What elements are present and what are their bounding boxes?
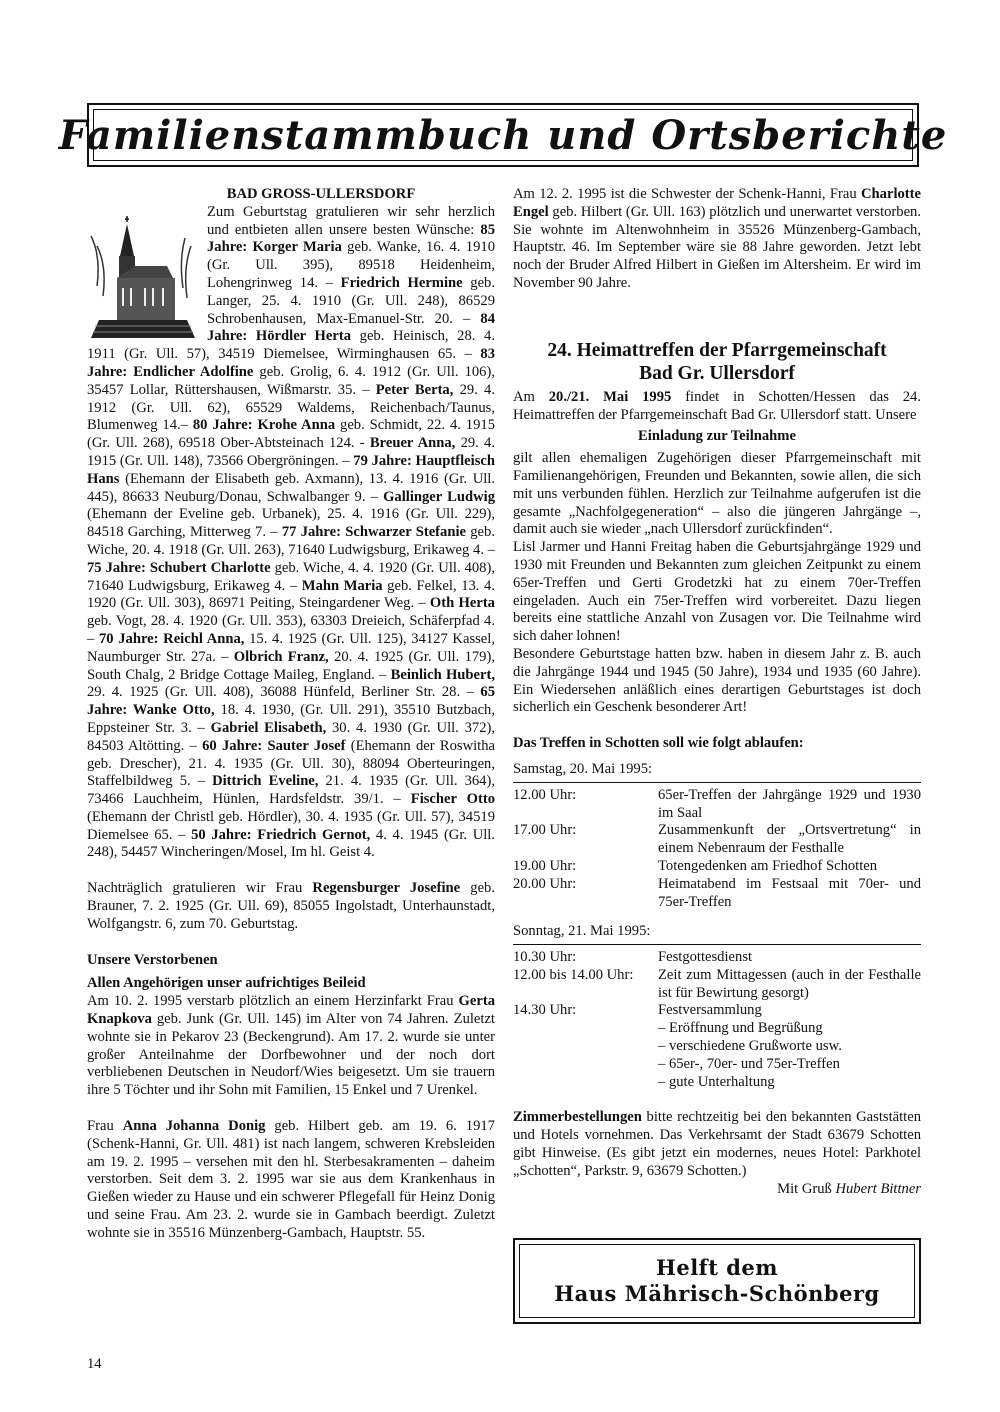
schedule-desc: Zusammenkunft der „Ortsvertretung“ in einem Nebenraum der Festhalle	[658, 822, 921, 857]
header-title: Familienstammbuch und Ortsberichte	[58, 111, 948, 159]
meeting-text: findet in Schotten/Hessen das 24. Heimattreffen der Pfarrgemeinschaft Bad Gr. Ullersdorf statt. Unsere	[513, 388, 921, 423]
birthday-80b-label: Breuer Anna,	[369, 435, 456, 452]
birthday-77-text: geb. Wiche, 20. 4. 1918 (Gr. Ull. 263), 71640 Ludwigsburg, Erikaweg 4. –	[87, 524, 495, 558]
birthday-70c-text: 29. 4. 1925 (Gr. Ull. 408), 36088 Hünfeld, Berliner Str. 28. –	[87, 684, 481, 701]
sunday-label: Sonntag, 21. Mai 1995:	[513, 923, 651, 940]
birthday-50-label: 50 Jahre: Friedrich Gernot,	[191, 826, 371, 843]
schedule-time: 20.00 Uhr:	[513, 875, 577, 892]
birthday-75b-text: geb. Felkel, 13. 4. 1920 (Gr. Ull. 303), 86971 Peiting, Steingardener Weg. –	[87, 577, 495, 612]
birthday-85-label: 85 Jahre: Korger Maria	[207, 221, 495, 256]
page-number: 14	[87, 1356, 102, 1372]
birthday-75-label: 75 Jahre: Schubert Charlotte	[87, 559, 271, 576]
deceased-2-name: Anna Johanna Donig	[122, 1118, 266, 1135]
birthday-75-text: geb. Wiche, 4. 4. 1920 (Gr. Ull. 408), 71640 Ludwigsburg, Erikaweg 4. –	[87, 559, 495, 594]
left-column	[87, 186, 495, 1243]
birthday-84-text: geb. Heinisch, 28. 4. 1911 (Gr. Ull. 57), 34519 Diemelsee, Wirminghausen 65. –	[87, 328, 495, 363]
late-congrats-name: Regensburger Josefine	[312, 880, 461, 897]
schedule-row	[513, 876, 921, 912]
greeting-name: Hubert Bittner	[835, 1180, 921, 1197]
birthday-65b-text: 30. 4. 1930 (Gr. Ull. 372), 84503 Altötting. –	[87, 719, 495, 754]
meeting-date: 20./21. Mai 1995	[548, 388, 672, 405]
deceased-2-pre: Frau	[87, 1118, 123, 1135]
deceased-2-text: geb. Hilbert geb. am 19. 6. 1917 (Schenk-Hanni, Gr. Ull. 481) ist nach langem, schweren Krebsleiden am 19. 2. 1995 – versehen mit den hl. Sterbesakramenten – daheim verstorben. Seit dem 3. 2. 1995 war sie aus dem Krankenhaus in Gießen wieder zu Hause und ein schwerer Pflegefall für Heinz Donig und seine Frau. Am 23. 2. wurde sie in Gambach beerdigt. Zuletzt wohnte sie in 35516 Münzenberg-Gambach, Hauptstr. 55.	[87, 1118, 495, 1241]
schedule-desc	[658, 1002, 921, 1091]
birthday-60c-text: (Ehemann der Christl geb. Hördler), 30. 4. 1935 (Gr. Ull. 57), 34519 Diemelsee 65. –	[87, 808, 495, 843]
birthday-70b-text: 20. 4. 1925 (Gr. Ull. 179), South Chalg, 2 Bridge Cottage Maileg, England. –	[87, 648, 495, 683]
advert-box-inner	[519, 1244, 915, 1318]
meeting-paragraph	[513, 389, 921, 425]
invite-text: gilt allen ehemaligen Zugehörigen dieser Pfarrgemeinschaft mit Familienangehörigen, Freunden und Bekannten, sowie allen, die sich mit uns verbunden fühlen. Herzlich zur Teilnahme aufgerufen ist die gesamte „Nachfolgegeneration“ – also die jüngeren Jahrgänge –, damit auch sie wieder „nach Ullersdorf zurückfinden“.	[513, 450, 921, 538]
deceased-3-name: Charlotte Engel	[513, 186, 921, 220]
program-item: – gute Unterhaltung	[658, 1073, 775, 1090]
schedule-desc: Zeit zum Mittagessen (auch in der Festhalle ist für Bewirtung gesorgt)	[658, 966, 921, 1001]
schedule-desc: Festgottesdienst	[658, 949, 753, 966]
birthday-60-label: 60 Jahre: Sauter Josef	[202, 737, 346, 754]
birthday-85b-text: geb. Langer, 25. 4. 1910 (Gr. Ull. 248), 86529 Schrobenhausen, Max-Emanuel-Str. 20. –	[207, 274, 495, 327]
sunday-divider	[513, 944, 921, 945]
jarmer-text: Lisl Jarmer und Hanni Freitag haben die Geburtsjahrgänge 1929 und 1930 mit Freunden und Bekannten zum gleichen Zeitpunkt zu einem 65er-Treffen und Gerti Grodetzki hat zu einem 70er-Treffen eingeladen. Auch ein 75er-Treffen wird vorbereitet. Dazu liegen bereits eine stattliche Anzahl von Zusagen vor. Die Teilnahme wird sich daher lohnen!	[513, 539, 921, 645]
schedule-title: Das Treffen in Schotten soll wie folgt ablaufen:	[513, 735, 804, 752]
birthday-50-text: 4. 4. 1945 (Gr. Ull. 248), 54457 Wincheringen/Mosel, Im hl. Geist 4.	[87, 826, 495, 861]
rooms-label: Zimmerbestellungen	[513, 1109, 642, 1126]
birthday-65b-label: Gabriel Elisabeth,	[210, 719, 327, 736]
birthday-60c-label: Fischer Otto	[410, 791, 496, 808]
rooms-paragraph	[513, 1109, 921, 1180]
birthday-70-text: 15. 4. 1925 (Gr. Ull. 125), 34127 Kassel, Naumburger Str. 27a. –	[87, 630, 495, 665]
advert-line-1: Helft dem	[656, 1255, 778, 1280]
birthday-60b-label: Dittrich Eveline,	[212, 773, 319, 790]
meeting-pre: Am	[513, 388, 549, 405]
deceased-1-paragraph	[87, 993, 495, 1100]
schedule-time: 19.00 Uhr:	[513, 857, 577, 874]
birthday-65-label: 65 Jahre: Wanke Otto,	[87, 684, 495, 719]
header-banner	[58, 103, 948, 167]
special-birthdays-text: Besondere Geburtstage hatten bzw. haben in diesem Jahr z. B. auch die Jahrgänge 1944 und 1945 (50 Jahre), 1934 und 1935 (60 Jahre). Ein Wiedersehen anläßlich eines derartigen Geburtstages ist doch sicherlich ein Geschenk besonderer Art!	[513, 645, 921, 716]
deceased-3-text: geb. Hilbert (Gr. Ull. 163) plötzlich und unerwartet verstorben. Sie wohnte im Altenwohnheim in 35526 Münzenberg-Gambach, Hauptstr. 46. Im September wäre sie 88 Jahre geworden. Jetzt lebt noch der Bruder Alfred Hilbert in Gießen im Altersheim. Er wird im November 90 Jahre.	[513, 203, 921, 291]
birthday-70-label: 70 Jahre: Reichl Anna,	[98, 630, 245, 647]
schedule-desc-main: Festversammlung	[658, 1002, 762, 1019]
birthday-83-text: geb. Grolig, 6. 4. 1912 (Gr. Ull. 106), 35457 Lollar, Rüttershausen, Wißmarstr. 35. –	[87, 363, 495, 398]
birthday-75c-label: Oth Herta	[429, 595, 495, 612]
program-item: – 65er-, 70er- und 75er-Treffen	[658, 1055, 840, 1072]
birthday-60-text: (Ehemann der Roswitha geb. Drescher), 21. 4. 1935 (Gr. Ull. 30), 88094 Oberteuringen, Staffelbildweg 5. –	[87, 737, 495, 790]
birthday-80b-text: 29. 4. 1915 (Gr. Ull. 148), 73566 Obergröningen. –	[87, 435, 496, 469]
birthday-79b-label: Gallinger Ludwig	[383, 488, 495, 505]
birthday-85b-label: Friedrich Hermine	[340, 274, 463, 291]
church-illustration-icon	[87, 216, 199, 341]
birthday-84-label: 84 Jahre: Hördler Herta	[207, 310, 495, 345]
birthday-79-text: (Ehemann der Elisabeth geb. Axmann), 13. 4. 1916 (Gr. Ull. 445), 86633 Neuburg/Donau, Schwalbanger 9. –	[87, 470, 495, 505]
meeting-title-line-1: 24. Heimattreffen der Pfarrgemeinschaft	[547, 339, 887, 361]
program-item: – verschiedene Grußworte usw.	[658, 1038, 842, 1055]
schedule-row	[513, 967, 921, 1003]
birthday-79b-text: (Ehemann der Eveline geb. Urbanek), 25. 4. 1916 (Gr. Ull. 229), 84518 Garching, Mitterweg 7. –	[87, 506, 495, 541]
birthday-75c-text: geb. Vogt, 28. 4. 1920 (Gr. Ull. 353), 63303 Dreieich, Schäferpfad 4. –	[87, 613, 495, 647]
late-congrats-paragraph	[87, 880, 495, 933]
condolence-line: Allen Angehörigen unser aufrichtiges Beileid	[87, 975, 366, 992]
deceased-title: Unsere Verstorbenen	[87, 951, 218, 968]
schedule-desc: 65er-Treffen der Jahrgänge 1929 und 1930 im Saal	[658, 786, 921, 821]
birthday-79-label: 79 Jahre: Hauptfleisch Hans	[87, 452, 495, 487]
schedule-row	[513, 949, 921, 967]
birthday-70b-label: Olbrich Franz,	[233, 648, 329, 665]
schedule-row	[513, 822, 921, 858]
schedule-row	[513, 858, 921, 876]
advert-line-2: Haus Mährisch-Schönberg	[554, 1281, 880, 1306]
greeting-text: Mit Gruß	[777, 1180, 836, 1197]
saturday-divider	[513, 782, 921, 783]
saturday-schedule	[513, 787, 921, 912]
schedule-row	[513, 787, 921, 823]
birthday-85-text: geb. Wanke, 16. 4. 1910 (Gr. Ull. 395), 89518 Heidenheim, Lohengrinweg 14. –	[207, 239, 495, 291]
advert-box	[513, 1238, 921, 1324]
schedule-desc: Heimatabend im Festsaal mit 70er- und 75er-Treffen	[658, 875, 921, 910]
schedule-time: 12.00 bis 14.00 Uhr:	[513, 966, 634, 983]
birthday-65-text: 18. 4. 1930, (Gr. Ull. 291), 35510 Butzbach, Eppsteiner Str. 3. –	[87, 702, 495, 736]
deceased-2-paragraph	[87, 1118, 495, 1243]
program-item: – Eröffnung und Begrüßung	[658, 1020, 823, 1037]
birthday-75b-label: Mahn Maria	[301, 577, 383, 594]
rooms-text: bitte rechtzeitig bei den bekannten Gaststätten und Hotels vornehmen. Das Verkehrsamt der Stadt 63679 Schotten gibt Hinweise. (Es gibt jetzt ein modernes, neues Hotel: Parkhotel „Schotten“, Parkstr. 9, 63679 Schotten.)	[513, 1109, 921, 1179]
schedule-time: 12.00 Uhr:	[513, 786, 577, 803]
birthday-83-label: 83 Jahre: Endlicher Adolfine	[87, 346, 495, 380]
schedule-time: 10.30 Uhr:	[513, 949, 577, 966]
birthday-77-label: 77 Jahre: Schwarzer Stefanie	[281, 524, 466, 541]
place-title: BAD GROSS-ULLERSDORF	[226, 186, 416, 202]
deceased-3-pre: Am 12. 2. 1995 ist die Schwester der Schenk-Hanni, Frau	[513, 186, 862, 202]
deceased-1-name: Gerta Knapkova	[87, 993, 495, 1028]
deceased-3-paragraph	[513, 186, 921, 293]
deceased-1-text: geb. Junk (Gr. Ull. 145) im Alter von 74 Jahren. Zuletzt wohnte sie in Pekarov 23 (Beckengrund). Am 17. 2. wurde sie unter großer Anteilnahme der Dorfbewohner und der noch dort verbliebenen Deutschen in Neudorf/Wies beigesetzt. Um sie trauern ihre 5 Töchter und ihr Sohn mit Familien, 15 Enkel und 7 Urenkel.	[87, 1011, 495, 1099]
greeting-line	[513, 1181, 921, 1199]
right-column	[513, 186, 921, 1198]
birthday-70c-label: Beinlich Hubert,	[390, 666, 495, 683]
meeting-title-line-2: Bad Gr. Ullersdorf	[639, 362, 795, 384]
birthday-60b-text: 21. 4. 1935 (Gr. Ull. 364), 73466 Lauchheim, Hünlen, Hardsfeldstr. 39/1. –	[87, 773, 495, 808]
birthday-80-label: 80 Jahre: Krohe Anna	[192, 417, 336, 434]
schedule-row	[513, 1002, 921, 1091]
late-congrats-pre: Nachträglich gratulieren wir Frau	[87, 880, 313, 897]
invite-title: Einladung zur Teilnahme	[638, 428, 796, 445]
saturday-label: Samstag, 20. Mai 1995:	[513, 760, 653, 777]
birthday-80-text: geb. Schmidt, 22. 4. 1915 (Gr. Ull. 268), 69518 Ober-Abtsteinach 124. -	[87, 417, 495, 452]
header-banner-inner	[58, 109, 948, 161]
sunday-schedule	[513, 949, 921, 1091]
birthday-83b-text: 29. 4. 1912 (Gr. Ull. 62), 65529 Waldems, Reichenbach/Taunus, Blumenweg 14.–	[87, 381, 495, 434]
schedule-time: 17.00 Uhr:	[513, 822, 577, 839]
schedule-desc: Totengedenken am Friedhof Schotten	[658, 857, 878, 874]
late-congrats-text: geb. Brauner, 7. 2. 1925 (Gr. Ull. 69), 85055 Ingolstadt, Unterhaunstadt, Wolfgangstr. 6, zum 70. Geburtstag.	[87, 880, 495, 932]
deceased-1-pre: Am 10. 2. 1995 verstarb plötzlich an einem Herzinfarkt Frau	[87, 993, 459, 1010]
birthday-83b-label: Peter Berta,	[375, 381, 454, 398]
intro-text: Zum Geburtstag gratulieren wir sehr herzlich und entbieten allen unsere besten Wünsche:	[207, 203, 495, 238]
schedule-time: 14.30 Uhr:	[513, 1002, 577, 1019]
